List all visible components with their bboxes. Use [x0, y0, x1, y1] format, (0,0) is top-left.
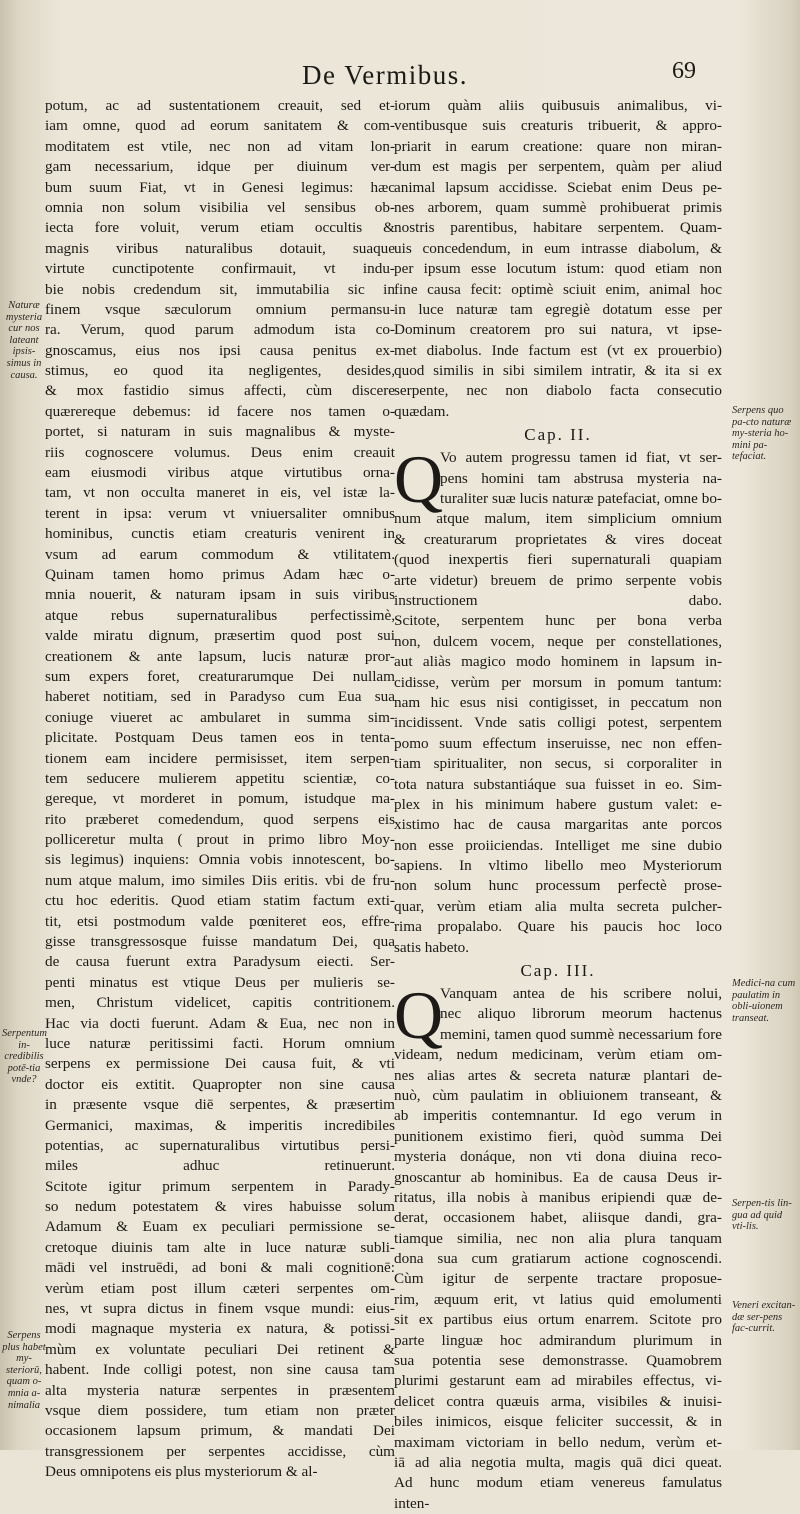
chapter-3-text: [394, 977, 722, 1514]
text-line: derat, occasionem habet, aliisque dandi, gra-: [394, 1209, 722, 1227]
text-line: serpens ex permissione Dei causa fuit, & vti: [45, 1055, 395, 1073]
text-line: ctu hoc ederitis. Quod etiam statim factum exti-: [45, 892, 395, 910]
text-line: rima propalabo. Quare his paucis hoc loco: [394, 918, 722, 936]
text-line: plex in his minimum habere gustum valet: e-: [394, 795, 722, 813]
text-line: alta mysteria naturæ serpentes in præsentem: [45, 1381, 395, 1399]
text-line: uis concedendum, in eum intrasse diabolum, &: [394, 239, 722, 257]
text-line: plicitate. Postquam Deus tamen eos in tenta-: [45, 729, 395, 747]
text-line: haberet notitiam, sed in Paradyso cum Eua sua: [45, 688, 395, 706]
chapter-2-heading: Cap. II.: [524, 425, 592, 445]
text-line: arte videtur) breuem de primo serpente vobis: [394, 571, 722, 589]
text-line: sua potentia sese demonstrasse. Quamobrem: [394, 1352, 722, 1370]
chapter-3-body: [394, 977, 722, 1514]
text-line: Dominum creatorem pro sui natura, vt ipse-: [394, 321, 722, 339]
text-line: ab imperitis contemnantur. Id ego verum in: [394, 1107, 722, 1125]
text-line: finem vsque sæculorum omnium permansu-: [45, 300, 395, 318]
text-line: nuò, cùm paulatim in obliuionem transeant, &: [394, 1086, 722, 1104]
text-line: creationem & ante lapsum, lucis naturæ pror-: [45, 647, 395, 665]
text-line: incidissent. Vnde satis colligi potest, serpentem: [394, 714, 722, 732]
text-line: met diabolus. Inde factum est (vt ex prouerbio): [394, 341, 722, 359]
chapter-3-heading: Cap. III.: [520, 961, 596, 981]
text-line: Hac via docti fuerunt. Adam & Eua, nec non in: [45, 1014, 395, 1032]
text-line: parte linguæ hoc admirandum plurimum in: [394, 1331, 722, 1349]
text-line: occasionem lapsum primum, & mandati Dei: [45, 1422, 395, 1440]
text-line: tam, vt non occulta maneret in eis, vel istæ la-: [45, 484, 395, 502]
text-line: tit, etsi postmodum valde pœniteret eos, effre-: [45, 912, 395, 930]
text-line: aut aliàs magico modo hominem in lapsum in-: [394, 653, 722, 671]
text-line: gnoscantur ab hominibus. Ea de causa Deus ir-: [394, 1168, 722, 1186]
text-line: sapiens. In vltimo libello meo Mysteriorum: [394, 857, 722, 875]
text-line: penti minatus est vtique Deus per mulieris se-: [45, 973, 395, 991]
text-line: riis cognoscere volumus. Deus enim creauit: [45, 443, 395, 461]
text-line: mādi vel instruēdi, ad boni & mali cognitionē:: [45, 1259, 395, 1277]
text-line: miles adhuc retinuerunt.: [45, 1157, 395, 1175]
text-line: iorum quàm aliis quibusuis animalibus, vi-: [394, 97, 722, 114]
text-line: priarit in earum creatione: quare non miran-: [394, 137, 722, 155]
text-line: Quinam tamen homo primus Adam hæc o-: [45, 565, 395, 583]
text-line: tionem eam incidere permisisset, item serpen-: [45, 749, 395, 767]
text-line: so nedum potestatem & vires habuisse solum: [45, 1198, 395, 1216]
text-line: tiam spiritualiter, non secus, si corporaliter in: [394, 755, 722, 773]
left-column: [45, 96, 395, 1483]
text-line: ritatus, illa nobis à manibus eripiendi quæ de-: [394, 1188, 722, 1206]
text-line: mysteria donáque, non vti dona diuina reco-: [394, 1148, 722, 1166]
text-line: Vo autem progressu tamen id fiat, vt ser-: [440, 449, 722, 467]
text-line: tem seducere mulierem appetitu scientiæ, co-: [45, 769, 395, 787]
text-line: satis habeto.: [394, 938, 470, 956]
text-line: Scitote igitur primum serpentem in Parady-: [45, 1177, 395, 1195]
text-line: iecta fore voluit, verum etiam occultis &: [45, 219, 395, 237]
text-line: quar, verùm etiam alia multa secreta pulcher-: [394, 897, 722, 915]
text-line: Ad hunc modum etiam venereus famulatus: [394, 1474, 722, 1492]
margin-note-serpent-tongue: Serpen-tis lin-gua ad quid vti-lis.: [732, 1198, 792, 1233]
text-line: non solum hunc processum perfectè prose-: [394, 877, 722, 895]
text-line: potentias, ac supernaturalibus virtutibus persi-: [45, 1136, 395, 1154]
text-line: gam necessarium, idque per diuinum ver-: [45, 158, 395, 176]
text-line: tiamque similia, nec non alia plura tanquam: [394, 1229, 722, 1247]
text-line: inten-: [394, 1494, 430, 1512]
text-line: magnis viribus naturalibus dotauit, suaque: [45, 239, 395, 257]
text-line: Germanici, maximas, & imperitis incredibiles: [45, 1116, 395, 1134]
text-line: atque rebus supernaturalibus perfectissimè,: [45, 606, 395, 624]
text-line: sis legimus) inquiens: Omnia vobis innotescent, bo-: [45, 851, 395, 869]
text-line: nostris parentibus, habitare serpentem. Quam-: [394, 219, 722, 237]
text-line: & creaturarum proprietates & vires doceat: [394, 530, 722, 548]
text-line: virtute cunctipotente confirmauit, vt indu-: [45, 260, 395, 278]
text-line: in luce naturæ tam egregiè dotatum esse per: [394, 300, 722, 318]
text-line: maximam victoriam in bello nedum, verùm et-: [394, 1433, 722, 1451]
margin-note-medicine: Medici-na cum paulatim in obli-uionem transeat.: [732, 978, 796, 1024]
margin-note-venereal: Veneri excitan-dæ ser-pens fac-currit.: [732, 1300, 796, 1335]
text-line: de causa fuerunt extra Paradysum eiecti. Ser-: [45, 953, 395, 971]
text-line: videam, nedum medicinam, verùm etiam om-: [394, 1046, 722, 1064]
running-title: De Vermibus.: [302, 60, 468, 90]
text-line: sum expers foret, creaturarumque Dei nullam: [45, 667, 395, 685]
text-line: Scitote, serpentem hunc per bona verba: [394, 612, 722, 630]
text-line: non esse proiiciendas. Intelliget me sine dubio: [394, 836, 722, 854]
text-line: Cùm igitur de serpente tractare proposue-: [394, 1270, 722, 1288]
text-line: pomo suum effectum inseruisse, nec non effen-: [394, 734, 722, 752]
text-line: polliceretur multa ( prout in primo libro Moy-: [45, 831, 395, 849]
text-line: biles inimicos, eisque feliciter successit, & in: [394, 1413, 722, 1431]
text-line: eam eiusmodi viribus atque virtutibus orna-: [45, 464, 395, 482]
text-line: rito præberet comedendum, quod serpens eis: [45, 810, 395, 828]
text-line: serpente, nec non diabolo facta consecutio: [394, 382, 722, 400]
text-line: modi magnaque mysteria ex natura, & potissi-: [45, 1320, 395, 1338]
text-line: gereque, vt morderet in pomum, istudque ma-: [45, 790, 395, 808]
text-line: verùm etiam post illum cæteri serpentes om-: [45, 1279, 395, 1297]
text-line: luce naturæ peritissimi facti. Horum omnium: [45, 1034, 395, 1052]
right-column-continuation: [394, 96, 722, 422]
text-line: quædam.: [394, 402, 450, 420]
chapter-2-body: [394, 441, 722, 958]
text-line: vsum ad earum commodum & vtilitatem.: [45, 545, 395, 563]
text-line: valde miratu dignum, præsertim quod post sui: [45, 627, 395, 645]
text-line: bie nobis credendum sit, immutabilia sic in: [45, 280, 395, 298]
text-line: delicet contra quæuis arma, visibiles & inuisi-: [394, 1392, 722, 1410]
text-line: non, dulcem vocem, neque per constellationes,: [394, 632, 722, 650]
page-header: [0, 58, 800, 92]
text-line: nes alias artes & secreta naturæ plantari de-: [394, 1066, 722, 1084]
text-line: ra. Verum, quod parum admodum ista co-: [45, 321, 395, 339]
text-line: per ipsum esse locutum istum: quod etiam non: [394, 260, 722, 278]
text-line: ventibusque suis creaturis tribuerit, & appro-: [394, 117, 722, 135]
text-line: hominibus, cunctis etiam creaturis venirent in: [45, 525, 395, 543]
text-line: iam omne, quod ad eorum sanitatem & com-: [45, 117, 395, 135]
page-number: 69: [672, 58, 696, 84]
text-line: nam hic esus nisi contigisset, in peccatum non: [394, 693, 722, 711]
text-line: punitionem existimo fieri, quòd summa Dei: [394, 1127, 722, 1145]
text-line: moditatem est vtile, nec non ad vitam lon-: [45, 137, 395, 155]
text-line: bum suum Fiat, vt in Genesi legimus: hæc: [45, 178, 395, 196]
text-line: xistimo hac de causa margaritas ante porcos: [394, 816, 722, 834]
margin-note-serpent-reveals: Serpens quo pa-cto naturæ my-steria ho-mini pa-tefaciat.: [732, 405, 792, 463]
text-line: potum, ac ad sustentationem creauit, sed et-: [45, 97, 395, 114]
text-line: Vanquam antea de his scribere nolui,: [440, 985, 722, 1003]
text-line: memini, tamen quod summè necessarium fore: [440, 1025, 722, 1043]
chapter-2-text: [394, 441, 722, 958]
chapter-2-dropcap: Q: [394, 441, 444, 518]
text-line: quærereque debemus: id facere nos tamen o-: [45, 402, 395, 420]
text-line: dum est magis per serpentem, quàm per aliud: [394, 158, 722, 176]
text-line: Adamum & Euam ex peculiari permissione se-: [45, 1218, 395, 1236]
text-line: vsque diem possidere, tum etiam non præter: [45, 1402, 395, 1419]
text-line: num atque malum, imo similes Diis eritis. vbi de fru-: [45, 871, 395, 889]
text-line: quod similis in sibi similem intratir, & ita si ex: [394, 362, 722, 380]
text-line: stimus, eo quod ita negligentes, desides,: [45, 362, 395, 380]
text-line: gisse transgressosque fuisse mandatum Dei, qua: [45, 933, 395, 951]
text-line: num atque malum, item simplicium omnium: [394, 510, 722, 528]
text-line: doctor eis extitit. Quapropter non sine causa: [45, 1075, 395, 1093]
text-line: gnoscamus, eius nos ipsi causa penitus ex-: [45, 341, 395, 359]
text-line: in præsente vsque diē serpentes, & præsertim: [45, 1096, 395, 1114]
text-line: portet, si naturam in suis magnalibus & myste-: [45, 423, 395, 441]
text-line: coniuge viueret ac ambularet in summa sim-: [45, 708, 395, 726]
text-line: iā ad alia negotia multa, magis quā dici queat.: [394, 1454, 722, 1471]
text-line: tota natura substantiáque sua fuisset in eo. Sim-: [394, 775, 722, 793]
text-line: animal lapsum accidisse. Sciebat enim Deus pe-: [394, 178, 722, 196]
text-line: turaliter suæ lucis naturæ patefaciat, omne bo-: [440, 490, 722, 508]
text-line: terent in ipsa: verum vt vniuersaliter omnibus: [45, 504, 395, 522]
text-line: Deus omnipotens eis plus mysteriorum & al-: [45, 1463, 318, 1481]
right-column: [394, 96, 722, 1514]
text-line: men, Christum videlicet, capitis contritionem.: [45, 994, 395, 1012]
text-line: cidisse, verùm per morsum in pomum tantum:: [394, 673, 722, 691]
text-line: nec aliquo librorum meorum hactenus: [440, 1005, 722, 1023]
text-line: habent. Inde colligi potest, non sine causa tam: [45, 1361, 395, 1379]
text-line: cretoque diuinis tam alte in luce naturæ subli-: [45, 1238, 395, 1256]
margin-note-natural-mysteries: Naturæ mysteria cur nos lateant ipsis-simus in causa.: [5, 300, 43, 381]
text-line: (quod inexpertis fieri supernaturali quapiam: [394, 551, 722, 569]
text-line: omnia non solum visibilia vel sensibus ob-: [45, 198, 395, 216]
text-line: mùm ex voluntate peculiari Dei retinent &: [45, 1340, 395, 1358]
margin-note-serpent-mysteries: Serpens plus habet my-steriorū, quam o-mnia a-nimalia: [2, 1330, 46, 1411]
text-line: mnia nouerit, & naturam ipsam in suis viribus: [45, 586, 395, 604]
text-line: dona sua cum gratiarum actione cognoscendi.: [394, 1250, 722, 1268]
text-line: fine causa fecit: optimè sciuit enim, animal hoc: [394, 280, 722, 298]
text-line: transgressionem per serpentes accidisse, cùm: [45, 1442, 395, 1460]
text-line: nes arborem, quam summè prohibuerat primis: [394, 198, 722, 216]
chapter-3-dropcap: Q: [394, 977, 444, 1054]
text-line: & mox fastidio simus affecti, cùm discere: [45, 382, 395, 400]
text-line: pens homini tam abstrusa mysteria na-: [440, 469, 722, 487]
text-line: sit ex partibus eius ortum enarrem. Scitote pro: [394, 1311, 722, 1329]
margin-note-serpent-power: Serpentum in-credibilis potē-tia vnde?: [2, 1028, 47, 1086]
text-line: plurimi gestarunt eam ad mirabiles effectus, vi-: [394, 1372, 722, 1390]
text-line: nes, vt supra dictus in finem vsque mundi: eius-: [45, 1300, 395, 1318]
text-line: rim, æquum erit, vt latius quid emolumenti: [394, 1290, 722, 1308]
text-line: instructionem dabo.: [394, 591, 722, 609]
